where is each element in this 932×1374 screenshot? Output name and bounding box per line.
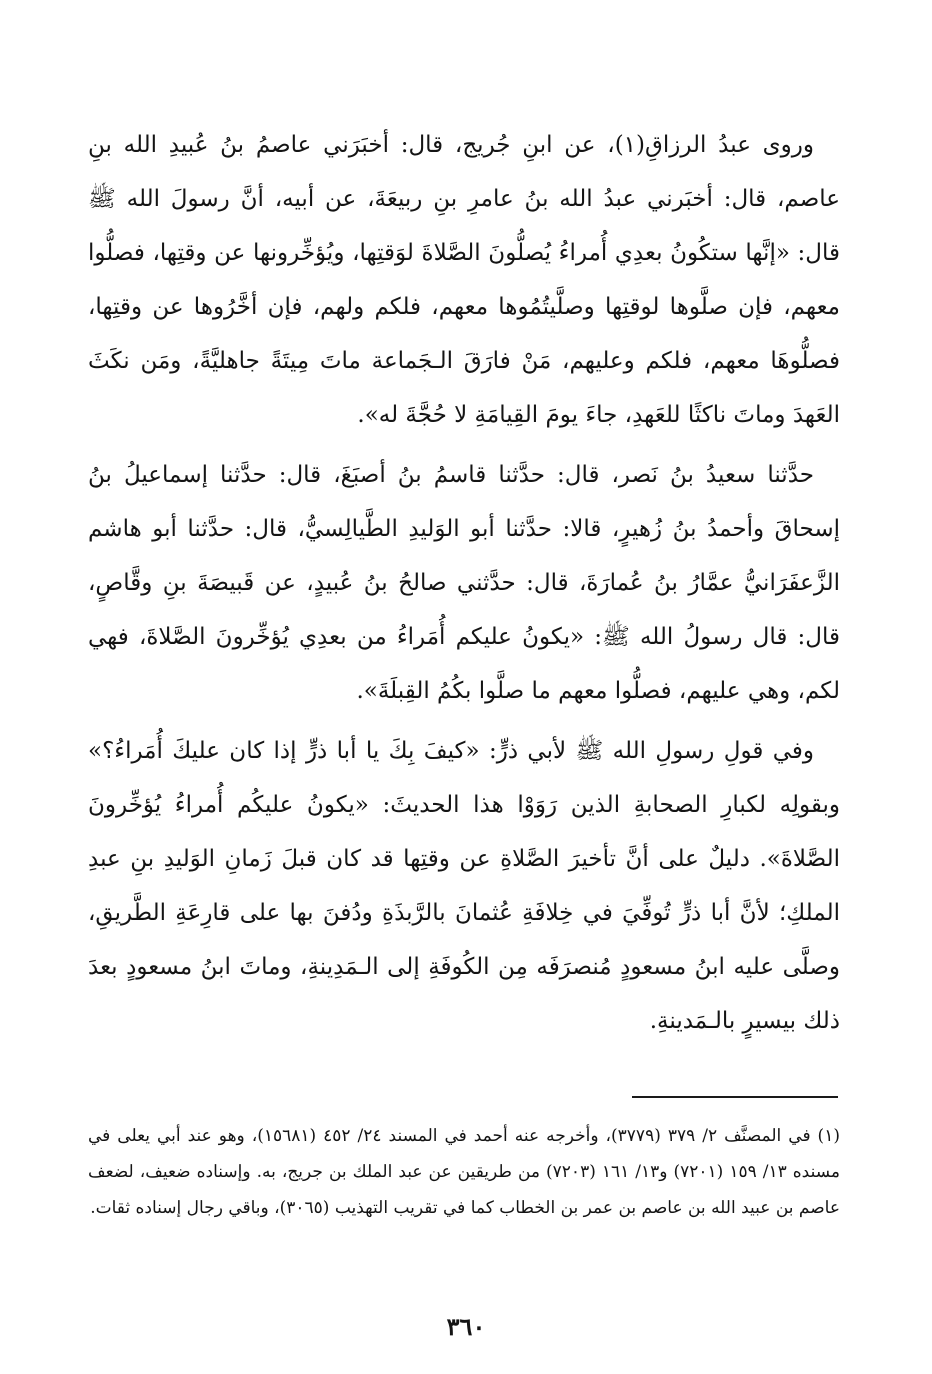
main-text-block: [88, 118, 840, 1054]
paragraph-qabisa-narration: حدَّثنا سعيدُ بنُ نَصر، قال: حدَّثنا قاسمُ بنُ أصبَغَ، قال: حدَّثنا إسماعيلُ بنُ إسحاقَ وأحمدُ بنُ زُهيرٍ، قالا: حدَّثنا أبو الوَليدِ الطَّيالِسيُّ، قال: حدَّثنا أبو هاشم الزَّعفَرَانيُّ عمَّارُ بنُ عُمارَةَ، قال: حدَّثني صالحُ بنُ عُبيدٍ، عن قَبيصَةَ بنِ وقَّاصٍ، قال: قال رسولُ الله ﷺ: «يكونُ عليكم أُمَراءُ من بعدِي يُؤخِّرونَ الصَّلاةَ، فهي لكم، وهي عليهم، فصلُّوا معهم ما صلَّوا بكُمُ القِبلَةَ».: [88, 462, 840, 704]
paragraph-abu-dharr-commentary: وفي قولِ رسولِ الله ﷺ لأبي ذرٍّ: «كيفَ بِكَ يا أبا ذرٍّ إذا كان عليكَ أُمَراءُ؟» وبقولِه لكبارِ الصحابةِ الذين رَوَوْا هذا الحديثَ: «يكونُ عليكُم أُمراءُ يُؤخِّرونَ الصَّلاةَ». دليلٌ على أنَّ تأخيرَ الصَّلاةِ عن وقتِها قد كان قبلَ زَمانِ الوَليدِ بنِ عبدِ الملكِ؛ لأنَّ أبا ذرٍّ تُوفِّيَ في خِلافَةِ عُثمانَ بالرَّبذَةِ ودُفنَ بها على قارِعَةِ الطَّريقِ، وصلَّى عليه ابنُ مسعودٍ مُنصرَفَه مِن الكُوفَةِ إلى الـمَدِينةِ، وماتَ ابنُ مسعودٍ بعدَ ذلك بيسيرٍ بالـمَدينةِ.: [88, 738, 840, 1034]
page-number: ٣٦٠: [446, 1312, 486, 1341]
footnotes-block: [88, 1118, 840, 1226]
footnote-separator: [632, 1096, 838, 1098]
footnote-1: (١) في المصنَّف ٢/ ٣٧٩ (٣٧٧٩)، وأخرجه عنه أحمد في المسند ٢٤/ ٤٥٢ (١٥٦٨١)، وهو عند أبي يعلى في مسنده ١٣/ ١٥٩ (٧٢٠١) و١٣/ ١٦١ (٧٢٠٣) من طريقين عن عبد الملك بن جريج، به. وإسناده ضعيف، لضعف عاصم بن عبيد الله بن عاصم بن عمر بن الخطاب كما في تقريب التهذيب (٣٠٦٥)، وباقي رجال إسناده ثقات.: [88, 1126, 840, 1218]
paragraph-abdurrazzaq-narration: وروى عبدُ الرزاقِ(١)، عن ابنِ جُريج، قال: أخبَرَني عاصمُ بنُ عُبيدِ الله بنِ عاصم، قال: أخبَرني عبدُ الله بنُ عامرِ بنِ ربيعَةَ، عن أبيه، أنَّ رسولَ الله ﷺ قال: «إنَّها ستكُونُ بعدِي أُمراءُ يُصلُّونَ الصَّلاةَ لوَقتِها، ويُؤخِّرونها عن وقتِها، فصلُّوا معهم، فإن صلَّوها لوقتِها وصلَّيتُمُوها معهم، فلكم ولهم، فإن أخَّرُوها عن وقتِها، فصلُّوهَا معهم، فلكم وعليهم، مَنْ فارَقَ الـجَماعة ماتَ مِيتَةً جاهليَّةً، ومَن نكَثَ العَهدَ وماتَ ناكثًا للعَهدِ، جاءَ يومَ القِيامَةِ لا حُجَّةَ له».: [88, 132, 840, 428]
